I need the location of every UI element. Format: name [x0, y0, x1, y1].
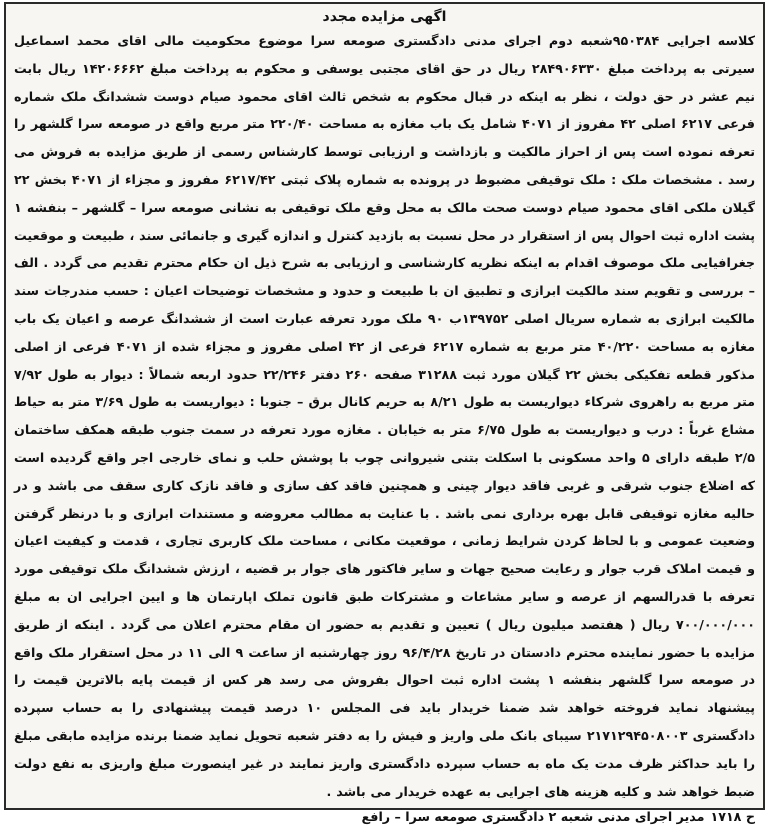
auction-notice	[4, 2, 765, 825]
notice-title: اگهی مزایده مجدد	[322, 9, 447, 25]
footer-code: ح ۱۷۱۸	[710, 809, 755, 825]
notice-body: کلاسه اجرایی ۹۵۰۳۸۴شعبه دوم اجرای مدنی دادگستری صومعه سرا موضوع محکومیت مالی اقای محمد اسماعیل سیرتی به پرداخت مبلغ ۲۸۴۹۰۶۳۳۰ ریال در حق اقای مجتبی یوسفی و محکوم به پرداخت مبلغ ۱۴۲۰۶۶۶۲ ریال بابت نیم عشر در حق دولت ، نظر به اینکه در قبال محکوم به شخص ثالث اقای محمود صیام دوست ششدانگ ملک شماره فرعی ۶۲۱۷ اصلی ۴۲ مفروز از ۴۰۷۱ شامل یک باب مغازه به مساحت ۲۲۰/۴۰ متر مربع واقع در صومعه سرا گلشهر را تعرفه نموده است پس از احراز مالکیت و بازداشت و ارزیابی توسط کارشناس رسمی از طریق مزایده به فروش می رسد . مشخصات ملک : ملک توقیفی مضبوط در پرونده به شماره پلاک ثبتی ۶۲۱۷/۴۲ مفروز و مجزاء از ۴۰۷۱ بخش ۲۲ گیلان ملکی اقای محمود صیام دوست صحت مالک به محل وقع ملک توقیفی به نشانی صومعه سرا – گلشهر – بنفشه ۱ پشت اداره ثبت احوال پس از استقرار در محل نسبت به بازدید کنترل و اندازه گیری و جانمائی سند ، طبیعت و موقعیت جغرافیایی ملک موصوف اقدام به اینکه نظریه کارشناسی و ارزیابی به شرح ذیل ان حکام محترم تقدیم می گردد . الف – بررسی و تقویم سند مالکیت ابرازی و تطبیق ان با طبیعت و حدود و مشخصات توضیحات اعیان : حسب مندرجات سند مالکیت ابرازی به شماره سریال اصلی ۱۳۹۷۵۲ب ۹۰ ملک مورد تعرفه عبارت است از ششدانگ عرصه و اعیان یک باب مغازه به مساحت ۴۰/۲۲۰ متر مربع به شماره ۶۲۱۷ فرعی از ۴۲ اصلی مفروز و مجزاء شده از ۴۰۷۱ فرعی از اصلی مذکور قطعه تفکیکی بخش ۲۲ گیلان مورد ثبت ۳۱۲۸۸ صفحه ۲۶۰ دفتر ۲۲/۲۴۶ حدود اربعه شمالاً : دیوار به طول ۷/۹۲ متر مربع به راهروی شرکاء دیواریست به طول ۸/۲۱ به حریم کانال برق – جنوبا : دیواریست به طول ۳/۶۹ متر به حیاط مشاع غرباً : درب و دیواریست به طول ۶/۷۵ متر به خیابان . مغازه مورد تعرفه در سمت جنوب طبقه همکف ساختمان ۲/۵ طبقه دارای ۵ واحد مسکونی با اسکلت بتنی شیروانی چوب با پوشش حلب و نمای خارجی اجر واقع گردیده است که اضلاع جنوب شرقی و غربی فاقد دیوار چینی و همچنین فاقد کف سازی و فاقد نازک کاری سقف می باشد و در حالیه مغازه توقیفی قابل بهره برداری نمی باشد . با عنایت به مطالب معروضه و مستندات ابرازی و با درنظر گرفتن وضعیت عمومی و با لحاظ کردن شرایط زمانی ، موقعیت مکانی ، مساحت ملک کاربری تجاری ، قدمت و کیفیت اعیان و قیمت املاک قرب جوار و رعایت صحیح جهات و سایر فاکتور های جوار بر قضیه ، ارزش ششدانگ ملک توقیفی مورد تعرفه با قدرالسهم از عرصه و سایر مشاعات و مشترکات طبق قانون تملک اپارتمان ها و ایین اجرایی ان به مبلغ ۷۰۰/۰۰۰/۰۰۰ ریال ( هفتصد میلیون ریال ) تعیین و تقدیم به حضور ان مقام محترم اعلان می گردد . اینکه از طریق مزایده با حضور نماینده محترم دادستان در تاریخ ۹۶/۴/۲۸ روز چهارشنبه از ساعت ۹ الی ۱۱ در محل استقرار ملک واقع در صومعه سرا گلشهر بنفشه ۱ پشت اداره ثبت احوال بفروش می رسد هر کس از قیمت پایه بالاترین قیمت را پیشنهاد نماید فروخته خواهد شد ضمنا خریدار باید فی المجلس ۱۰ درصد قیمت پیشنهادی را به حساب سپرده دادگستری ۲۱۷۱۲۹۴۵۰۸۰۰۳ سیبای بانک ملی واریز و فیش را به دفتر شعبه تحویل نماید ضمنا برنده مزایده مابقی مبلغ را باید حداکثر ظرف مدت یک ماه به حساب سپرده دادگستری واریز نمایند در غیر اینصورت مبلغ واریزی به نفع دولت ضبط خواهد شد و کلیه هزینه های اجرایی به عهده خریدار می باشد .	[14, 33, 756, 799]
notice-footer	[14, 805, 755, 829]
footer-signature: مدیر اجرای مدنی شعبه ۲ دادگستری صومعه سرا – رافع	[361, 809, 705, 825]
